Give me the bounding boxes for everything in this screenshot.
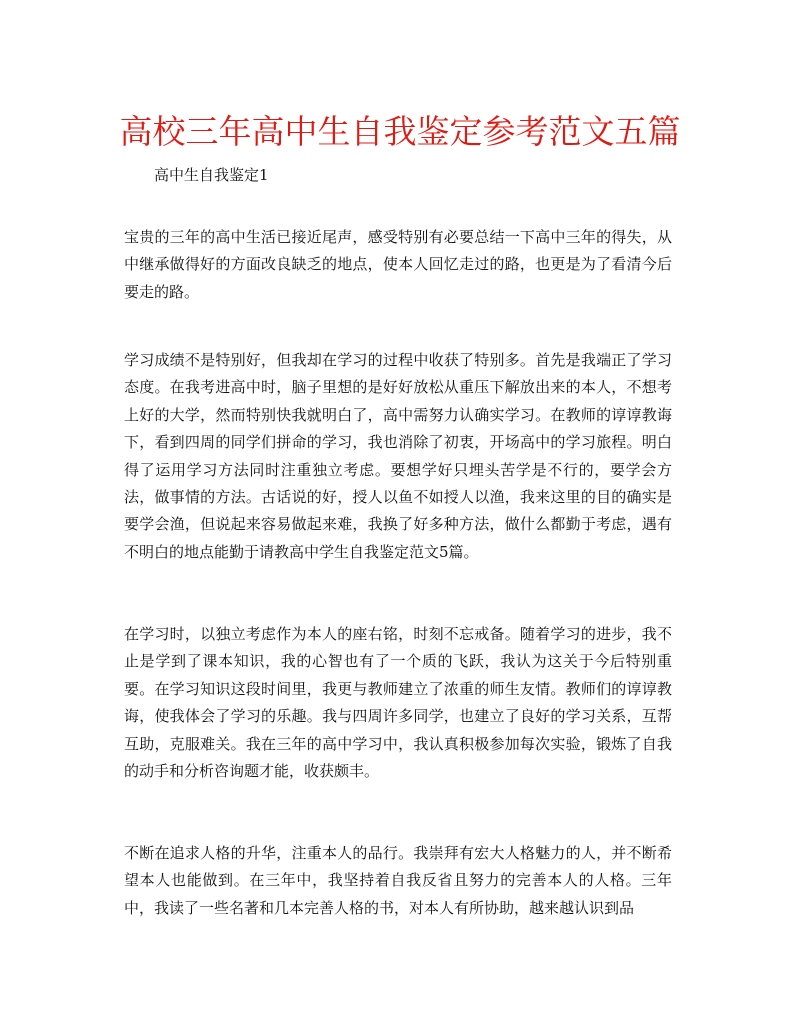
paragraph-2: 学习成绩不是特别好，但我却在学习的过程中收获了特别多。首先是我端正了学习态度。在我考进高中时，脑子里想的是好好放松从重压下解放出来的本人，不想考上好的大学，然而特别快我就明白了，高中需努力认确实学习。在教师的谆谆教诲下，看到四周的同学们拼命的学习，我也消除了初衷，开场高中的学习旅程。明白得了运用学习方法同时注重独立考虑。要想学好只埋头苦学是不行的，要学会方法，做事情的方法。古话说的好，授人以鱼不如授人以渔，我来这里的目的确实是要学会渔，但说起来容易做起来难，我换了好多种方法，做什么都勤于考虑，遇有不明白的地点能勤于请教高中学生自我鉴定范文5篇。 (124, 351, 672, 561)
paragraph-3: 在学习时，以独立考虑作为本人的座右铭，时刻不忘戒备。随着学习的进步，我不止是学到了课本知识，我的心智也有了一个质的飞跃，我认为这关于今后特别重要。在学习知识这段时间里，我更与教师建立了浓重的师生友情。教师们的谆谆教诲，使我体会了学习的乐趣。我与四周许多同学，也建立了良好的学习关系，互帮互助，克服难关。我在三年的高中学习中，我认真积极参加每次实验，锻炼了自我的动手和分析咨询题才能，收获颇丰。 (124, 625, 672, 781)
document-title: 高校三年高中生自我鉴定参考范文五篇 (119, 112, 681, 151)
paragraph-1: 宝贵的三年的高中生活已接近尾声，感受特别有必要总结一下高中三年的得失，从中继承做得好的方面改良缺乏的地点，使本人回忆走过的路，也更是为了看清今后要走的路。 (124, 228, 672, 301)
section-subheading: 高中生自我鉴定1 (154, 166, 269, 184)
paragraph-4: 不断在追求人格的升华，注重本人的品行。我崇拜有宏大人格魅力的人，并不断希望本人也能做到。在三年中，我坚持着自我反省且努力的完善本人的人格。三年中，我读了一些名著和几本完善人格的书，对本人有所协助，越来越认识到品 (124, 844, 672, 917)
